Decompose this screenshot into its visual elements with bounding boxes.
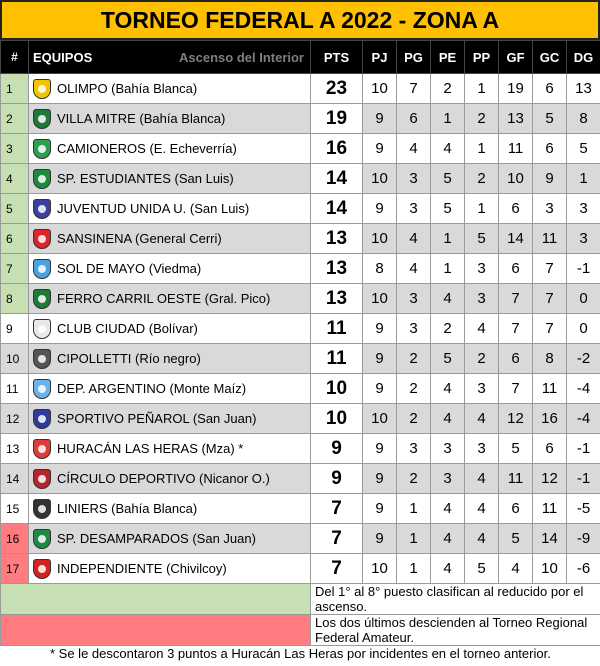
row-position: 4 xyxy=(1,164,29,194)
row-pts: 16 xyxy=(311,134,363,164)
row-pp: 3 xyxy=(465,434,499,464)
row-position: 8 xyxy=(1,284,29,314)
row-position: 15 xyxy=(1,494,29,524)
legend-qualify-swatch xyxy=(1,584,311,615)
row-pj: 10 xyxy=(363,74,397,104)
row-pts: 7 xyxy=(311,494,363,524)
header-team xyxy=(29,41,311,74)
row-pe: 5 xyxy=(431,194,465,224)
row-gc: 6 xyxy=(533,434,567,464)
row-team-name: CLUB CIUDAD (Bolívar) xyxy=(57,321,198,336)
row-gf: 19 xyxy=(499,74,533,104)
row-pe: 4 xyxy=(431,494,465,524)
row-pts: 9 xyxy=(311,434,363,464)
row-team xyxy=(29,524,311,554)
row-gc: 5 xyxy=(533,104,567,134)
row-dg: 1 xyxy=(567,164,600,194)
table-row xyxy=(1,224,600,254)
row-pts: 7 xyxy=(311,554,363,584)
header-num: # xyxy=(1,41,29,74)
team-crest-icon xyxy=(33,169,51,189)
row-gf: 4 xyxy=(499,554,533,584)
row-pp: 2 xyxy=(465,344,499,374)
header-pg: PG xyxy=(397,41,431,74)
header-pe: PE xyxy=(431,41,465,74)
row-gf: 12 xyxy=(499,404,533,434)
row-team xyxy=(29,194,311,224)
row-position: 13 xyxy=(1,434,29,464)
row-pj: 9 xyxy=(363,464,397,494)
row-gf: 5 xyxy=(499,434,533,464)
row-pp: 1 xyxy=(465,134,499,164)
row-team xyxy=(29,74,311,104)
row-team xyxy=(29,464,311,494)
row-team xyxy=(29,224,311,254)
row-pg: 2 xyxy=(397,404,431,434)
row-team xyxy=(29,254,311,284)
row-pp: 4 xyxy=(465,314,499,344)
table-row xyxy=(1,524,600,554)
team-crest-icon xyxy=(33,259,51,279)
row-pe: 4 xyxy=(431,554,465,584)
row-pp: 3 xyxy=(465,284,499,314)
row-team-name: SP. ESTUDIANTES (San Luis) xyxy=(57,171,234,186)
row-team-name: HURACÁN LAS HERAS (Mza) * xyxy=(57,441,243,456)
table-row xyxy=(1,374,600,404)
table-row xyxy=(1,314,600,344)
row-pg: 6 xyxy=(397,104,431,134)
header-dg: DG xyxy=(567,41,600,74)
row-pg: 1 xyxy=(397,524,431,554)
row-pts: 23 xyxy=(311,74,363,104)
row-gc: 14 xyxy=(533,524,567,554)
row-pts: 13 xyxy=(311,254,363,284)
team-crest-icon xyxy=(33,289,51,309)
row-team xyxy=(29,164,311,194)
row-gc: 9 xyxy=(533,164,567,194)
row-team-name: FERRO CARRIL OESTE (Gral. Pico) xyxy=(57,291,270,306)
row-pp: 2 xyxy=(465,104,499,134)
row-dg: 0 xyxy=(567,284,600,314)
row-pj: 9 xyxy=(363,104,397,134)
row-team-name: CÍRCULO DEPORTIVO (Nicanor O.) xyxy=(57,471,270,486)
row-gf: 7 xyxy=(499,314,533,344)
row-position: 10 xyxy=(1,344,29,374)
row-gf: 6 xyxy=(499,254,533,284)
legend-relegate-text: Los dos últimos descienden al Torneo Regional Federal Amateur. xyxy=(311,615,600,646)
row-pj: 9 xyxy=(363,314,397,344)
header-pp: PP xyxy=(465,41,499,74)
team-crest-icon xyxy=(33,529,51,549)
row-team-name: INDEPENDIENTE (Chivilcoy) xyxy=(57,561,227,576)
row-pg: 3 xyxy=(397,164,431,194)
row-pe: 2 xyxy=(431,314,465,344)
header-pts: PTS xyxy=(311,41,363,74)
row-team-name: CAMIONEROS (E. Echeverría) xyxy=(57,141,237,156)
row-pe: 2 xyxy=(431,74,465,104)
team-crest-icon xyxy=(33,319,51,339)
row-position: 14 xyxy=(1,464,29,494)
legend-relegate-swatch xyxy=(1,615,311,646)
row-gc: 8 xyxy=(533,344,567,374)
row-position: 16 xyxy=(1,524,29,554)
row-team xyxy=(29,284,311,314)
row-gf: 7 xyxy=(499,284,533,314)
row-dg: -9 xyxy=(567,524,600,554)
row-pg: 3 xyxy=(397,194,431,224)
row-pe: 4 xyxy=(431,524,465,554)
row-team-name: JUVENTUD UNIDA U. (San Luis) xyxy=(57,201,249,216)
row-position: 9 xyxy=(1,314,29,344)
row-team xyxy=(29,494,311,524)
row-pts: 13 xyxy=(311,224,363,254)
row-gc: 11 xyxy=(533,494,567,524)
row-pe: 5 xyxy=(431,344,465,374)
row-pe: 5 xyxy=(431,164,465,194)
row-gc: 7 xyxy=(533,284,567,314)
row-team xyxy=(29,344,311,374)
row-pts: 14 xyxy=(311,194,363,224)
row-pj: 9 xyxy=(363,524,397,554)
row-gf: 11 xyxy=(499,464,533,494)
team-crest-icon xyxy=(33,199,51,219)
row-pg: 2 xyxy=(397,374,431,404)
legend-qualify-text: Del 1° al 8° puesto clasifican al reducido por el ascenso. xyxy=(311,584,600,615)
table-row xyxy=(1,134,600,164)
row-pp: 5 xyxy=(465,224,499,254)
row-team-name: SANSINENA (General Cerri) xyxy=(57,231,222,246)
row-gc: 12 xyxy=(533,464,567,494)
standings-table xyxy=(0,40,600,646)
header-pj: PJ xyxy=(363,41,397,74)
table-row xyxy=(1,554,600,584)
row-pg: 4 xyxy=(397,224,431,254)
row-team-name: OLIMPO (Bahía Blanca) xyxy=(57,81,197,96)
table-row xyxy=(1,194,600,224)
row-team-name: LINIERS (Bahía Blanca) xyxy=(57,501,197,516)
row-position: 1 xyxy=(1,74,29,104)
row-pg: 3 xyxy=(397,314,431,344)
row-position: 11 xyxy=(1,374,29,404)
row-pp: 2 xyxy=(465,164,499,194)
row-dg: -5 xyxy=(567,494,600,524)
row-pg: 4 xyxy=(397,254,431,284)
row-pj: 10 xyxy=(363,224,397,254)
row-pe: 3 xyxy=(431,464,465,494)
row-position: 3 xyxy=(1,134,29,164)
row-gc: 10 xyxy=(533,554,567,584)
row-pe: 4 xyxy=(431,374,465,404)
row-team xyxy=(29,374,311,404)
row-pp: 3 xyxy=(465,374,499,404)
team-crest-icon xyxy=(33,409,51,429)
row-position: 2 xyxy=(1,104,29,134)
row-pts: 11 xyxy=(311,314,363,344)
row-dg: 8 xyxy=(567,104,600,134)
row-dg: -6 xyxy=(567,554,600,584)
row-pj: 10 xyxy=(363,164,397,194)
row-pts: 19 xyxy=(311,104,363,134)
row-gf: 14 xyxy=(499,224,533,254)
row-pp: 4 xyxy=(465,404,499,434)
row-gc: 7 xyxy=(533,254,567,284)
table-row xyxy=(1,164,600,194)
row-team xyxy=(29,104,311,134)
row-pj: 9 xyxy=(363,374,397,404)
row-pe: 3 xyxy=(431,434,465,464)
row-pe: 1 xyxy=(431,224,465,254)
team-crest-icon xyxy=(33,559,51,579)
header-team-label: EQUIPOS xyxy=(33,50,92,65)
row-dg: -4 xyxy=(567,404,600,434)
row-pts: 7 xyxy=(311,524,363,554)
row-dg: 0 xyxy=(567,314,600,344)
row-dg: 3 xyxy=(567,194,600,224)
footnote: * Se le descontaron 3 puntos a Huracán Las Heras por incidentes en el torneo anterior. xyxy=(0,646,600,666)
table-row xyxy=(1,284,600,314)
table-row xyxy=(1,494,600,524)
row-gc: 3 xyxy=(533,194,567,224)
row-pp: 4 xyxy=(465,464,499,494)
row-dg: 13 xyxy=(567,74,600,104)
team-crest-icon xyxy=(33,379,51,399)
row-pe: 4 xyxy=(431,404,465,434)
row-position: 12 xyxy=(1,404,29,434)
row-gf: 5 xyxy=(499,524,533,554)
row-dg: -4 xyxy=(567,374,600,404)
row-team xyxy=(29,134,311,164)
row-dg: -1 xyxy=(567,434,600,464)
row-pj: 9 xyxy=(363,134,397,164)
row-team-name: CIPOLLETTI (Río negro) xyxy=(57,351,201,366)
row-team xyxy=(29,314,311,344)
row-team-name: SPORTIVO PEÑAROL (San Juan) xyxy=(57,411,256,426)
row-position: 5 xyxy=(1,194,29,224)
legend-qualify xyxy=(1,584,600,615)
row-pj: 8 xyxy=(363,254,397,284)
row-team xyxy=(29,554,311,584)
row-pj: 9 xyxy=(363,194,397,224)
row-gc: 11 xyxy=(533,224,567,254)
row-pp: 4 xyxy=(465,524,499,554)
row-pg: 4 xyxy=(397,134,431,164)
row-pg: 7 xyxy=(397,74,431,104)
row-dg: -1 xyxy=(567,254,600,284)
row-gc: 6 xyxy=(533,74,567,104)
row-gf: 10 xyxy=(499,164,533,194)
row-pp: 5 xyxy=(465,554,499,584)
row-gc: 16 xyxy=(533,404,567,434)
row-gc: 6 xyxy=(533,134,567,164)
row-pts: 13 xyxy=(311,284,363,314)
row-position: 17 xyxy=(1,554,29,584)
table-row xyxy=(1,344,600,374)
row-team-name: SOL DE MAYO (Viedma) xyxy=(57,261,201,276)
row-dg: -2 xyxy=(567,344,600,374)
row-gf: 11 xyxy=(499,134,533,164)
row-position: 6 xyxy=(1,224,29,254)
row-pg: 3 xyxy=(397,434,431,464)
row-gf: 6 xyxy=(499,494,533,524)
header-gf: GF xyxy=(499,41,533,74)
table-header xyxy=(1,41,600,74)
row-gc: 7 xyxy=(533,314,567,344)
row-pts: 10 xyxy=(311,374,363,404)
row-team xyxy=(29,434,311,464)
table-row xyxy=(1,74,600,104)
row-pg: 2 xyxy=(397,464,431,494)
row-gf: 6 xyxy=(499,344,533,374)
row-pts: 9 xyxy=(311,464,363,494)
table-row xyxy=(1,434,600,464)
row-gf: 13 xyxy=(499,104,533,134)
row-gf: 6 xyxy=(499,194,533,224)
row-gf: 7 xyxy=(499,374,533,404)
table-row xyxy=(1,464,600,494)
table-row xyxy=(1,254,600,284)
team-crest-icon xyxy=(33,499,51,519)
team-crest-icon xyxy=(33,109,51,129)
row-pj: 10 xyxy=(363,404,397,434)
row-dg: -1 xyxy=(567,464,600,494)
team-crest-icon xyxy=(33,439,51,459)
team-crest-icon xyxy=(33,139,51,159)
team-crest-icon xyxy=(33,79,51,99)
row-pj: 10 xyxy=(363,554,397,584)
row-pg: 3 xyxy=(397,284,431,314)
team-crest-icon xyxy=(33,349,51,369)
row-pe: 1 xyxy=(431,104,465,134)
header-subtitle: Ascenso del Interior xyxy=(179,50,304,65)
row-team-name: VILLA MITRE (Bahía Blanca) xyxy=(57,111,225,126)
row-team-name: SP. DESAMPARADOS (San Juan) xyxy=(57,531,256,546)
row-pp: 1 xyxy=(465,74,499,104)
table-row xyxy=(1,404,600,434)
row-pp: 1 xyxy=(465,194,499,224)
row-pe: 1 xyxy=(431,254,465,284)
row-pj: 9 xyxy=(363,434,397,464)
row-pj: 10 xyxy=(363,284,397,314)
row-pp: 3 xyxy=(465,254,499,284)
row-pts: 11 xyxy=(311,344,363,374)
row-pj: 9 xyxy=(363,494,397,524)
row-dg: 5 xyxy=(567,134,600,164)
team-crest-icon xyxy=(33,229,51,249)
row-pp: 4 xyxy=(465,494,499,524)
row-pe: 4 xyxy=(431,284,465,314)
row-pg: 1 xyxy=(397,554,431,584)
page-title: TORNEO FEDERAL A 2022 - ZONA A xyxy=(0,0,600,40)
row-pe: 4 xyxy=(431,134,465,164)
row-gc: 11 xyxy=(533,374,567,404)
row-pts: 10 xyxy=(311,404,363,434)
header-gc: GC xyxy=(533,41,567,74)
row-team xyxy=(29,404,311,434)
row-dg: 3 xyxy=(567,224,600,254)
table-row xyxy=(1,104,600,134)
team-crest-icon xyxy=(33,469,51,489)
row-position: 7 xyxy=(1,254,29,284)
row-pj: 9 xyxy=(363,344,397,374)
row-team-name: DEP. ARGENTINO (Monte Maíz) xyxy=(57,381,246,396)
legend-relegate xyxy=(1,615,600,646)
row-pg: 1 xyxy=(397,494,431,524)
row-pts: 14 xyxy=(311,164,363,194)
row-pg: 2 xyxy=(397,344,431,374)
